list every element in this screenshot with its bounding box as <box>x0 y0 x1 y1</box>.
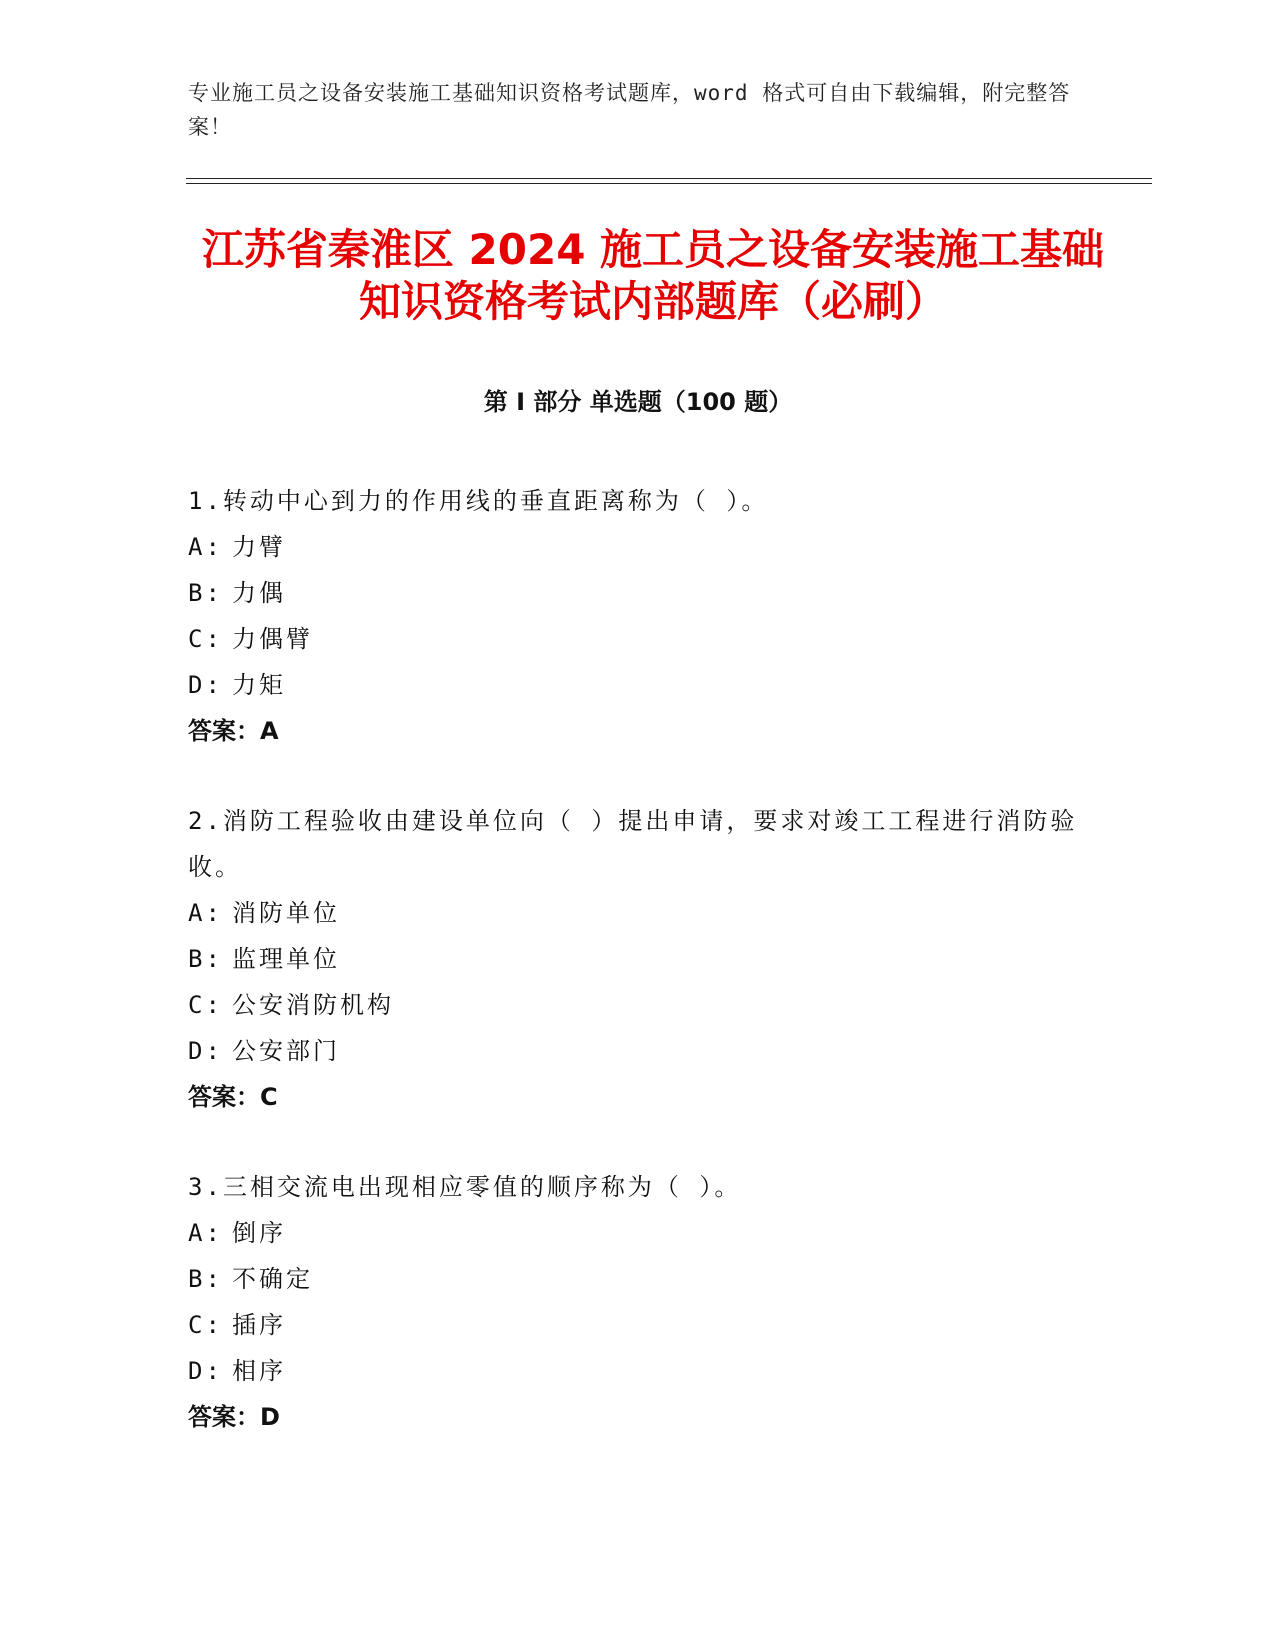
answer: 答案：C <box>188 1083 278 1111</box>
option-c <box>188 982 1088 1028</box>
question-1 <box>188 478 1088 754</box>
question-list <box>188 478 1088 1484</box>
option-d <box>188 662 1088 708</box>
option-key: B: <box>188 579 223 607</box>
question-stem: 2.消防工程验收由建设单位向（ ）提出申请，要求对竣工工程进行消防验收。 <box>188 807 1078 881</box>
option-key: C: <box>188 1311 223 1339</box>
option-b <box>188 570 1088 616</box>
option-key: B: <box>188 1265 223 1293</box>
question-stem: 1.转动中心到力的作用线的垂直距离称为（ ）。 <box>188 487 769 515</box>
option-key: D: <box>188 671 223 699</box>
question-3 <box>188 1164 1088 1440</box>
option-key: A: <box>188 533 223 561</box>
option-a <box>188 524 1088 570</box>
header-rule-bottom <box>186 183 1152 184</box>
option-key: A: <box>188 899 223 927</box>
option-text: 公安部门 <box>232 1037 340 1065</box>
option-text: 公安消防机构 <box>232 991 394 1019</box>
option-a <box>188 1210 1088 1256</box>
option-text: 监理单位 <box>232 945 340 973</box>
option-key: D: <box>188 1357 223 1385</box>
option-d <box>188 1028 1088 1074</box>
option-text: 相序 <box>232 1357 286 1385</box>
header-note: 专业施工员之设备安装施工基础知识资格考试题库，word 格式可自由下载编辑，附完整答案！ <box>188 81 1071 139</box>
option-text: 力矩 <box>232 671 286 699</box>
option-text: 消防单位 <box>232 899 340 927</box>
option-b <box>188 936 1088 982</box>
option-key: A: <box>188 1219 223 1247</box>
section-title: 第 I 部分 单选题（100 题） <box>483 388 793 416</box>
option-key: D: <box>188 1037 223 1065</box>
option-text: 倒序 <box>232 1219 286 1247</box>
answer: 答案：A <box>188 717 279 745</box>
option-c <box>188 1302 1088 1348</box>
question-stem: 3.三相交流电出现相应零值的顺序称为（ ）。 <box>188 1173 742 1201</box>
option-text: 不确定 <box>232 1265 313 1293</box>
option-b <box>188 1256 1088 1302</box>
option-text: 插序 <box>232 1311 286 1339</box>
document-title: 江苏省秦淮区 2024 施工员之设备安装施工基础知识资格考试内部题库（必刷） <box>201 225 1105 326</box>
option-text: 力偶臂 <box>232 625 313 653</box>
question-2 <box>188 798 1088 1120</box>
option-key: B: <box>188 945 223 973</box>
option-text: 力偶 <box>232 579 286 607</box>
header-rule-top <box>186 178 1152 179</box>
option-text: 力臂 <box>232 533 286 561</box>
option-key: C: <box>188 991 223 1019</box>
answer: 答案：D <box>188 1403 280 1431</box>
option-key: C: <box>188 625 223 653</box>
option-d <box>188 1348 1088 1394</box>
option-a <box>188 890 1088 936</box>
option-c <box>188 616 1088 662</box>
